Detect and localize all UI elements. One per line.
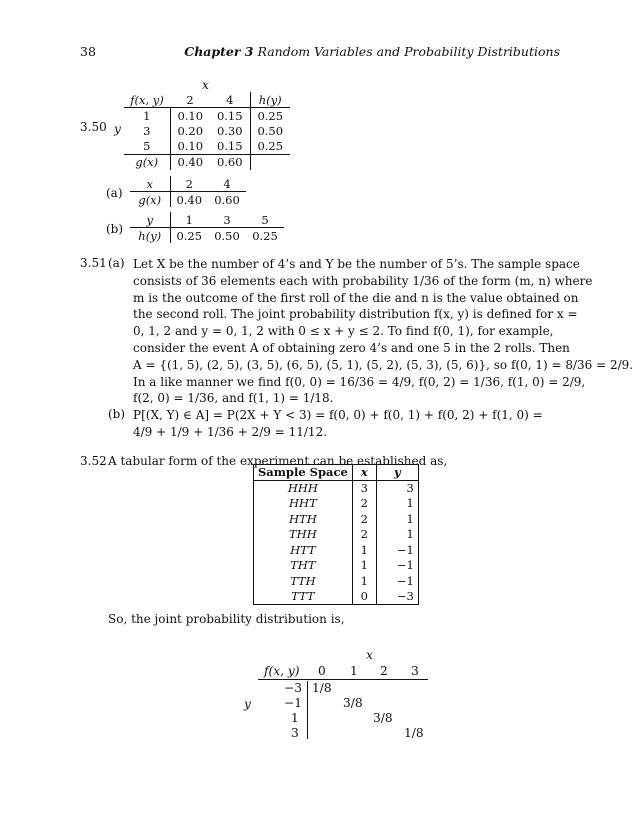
table-cell: 0.60 [214, 192, 240, 207]
marginal-g-table [130, 176, 246, 207]
text-line: 4/9 + 1/9 + 1/36 + 2/9 = 11/12. [133, 424, 328, 439]
outcome-cell: HHT [254, 496, 353, 512]
table-row [254, 527, 419, 543]
marginal-g-row [124, 154, 290, 170]
chapter-title: Random Variables and Probability Distributions [257, 44, 560, 59]
h-header: h(y) [250, 92, 290, 108]
x-header: x [352, 465, 376, 481]
y-cell: −1 [396, 558, 414, 573]
y-value: 3 [124, 123, 170, 139]
text-line: 0, 1, 2 and y = 0, 1, 2 with 0 ≤ x + y ≤ 2. To find f(0, 1), for example, [133, 324, 554, 339]
x-cell: 1 [352, 558, 376, 574]
y-value: 1 [291, 711, 299, 725]
text-line: In a like manner we find f(0, 0) = 16/36 = 4/9, f(0, 2) = 1/36, f(1, 0) = 2/9, [133, 374, 586, 389]
y-cell: 1 [406, 511, 414, 526]
value-header: 2 [185, 176, 193, 191]
value-header: 5 [261, 212, 269, 227]
table-row [254, 496, 419, 512]
x-value-header: 4 [226, 92, 234, 107]
joint-distribution-table-3-50 [124, 92, 290, 170]
table-row [130, 228, 284, 244]
outcome-cell: THH [254, 527, 353, 543]
y-cell: −1 [396, 573, 414, 588]
table-row [124, 139, 290, 155]
variable-header: y [130, 212, 170, 228]
solution-3-51-b [133, 407, 543, 441]
joint-x-label: x [366, 648, 373, 662]
y-header: y [393, 465, 401, 480]
table-row [254, 480, 419, 496]
joint-cell: 1/8 [404, 726, 424, 740]
x-cell: 3 [352, 480, 376, 496]
y-value: 5 [124, 139, 170, 155]
text-line: Let X be the number of 4’s and Y be the number of 5’s. The sample space [133, 257, 580, 271]
value-header: 1 [185, 212, 193, 227]
table-row [254, 558, 419, 574]
outcome-cell: TTT [254, 589, 353, 605]
table-cell: 0.10 [177, 108, 204, 123]
table-row [254, 542, 419, 558]
outcome-cell: THT [254, 558, 353, 574]
joint-y-label: y [244, 697, 251, 711]
function-label: g(x) [130, 192, 170, 208]
text-line: m is the outcome of the first roll of the die and n is the value obtained on [133, 290, 579, 305]
text-line: A = {(1, 5), (2, 5), (3, 5), (6, 5), (5, 1), (5, 2), (5, 3), (5, 6)}, so f(0, 1) = 8/36 = 2/9. [133, 357, 634, 372]
table-header-row [130, 212, 284, 228]
table-row [254, 573, 419, 589]
marginal-h-cell: 0.25 [250, 108, 290, 124]
x-cell: 2 [352, 496, 376, 512]
part-a-label: (a) [108, 256, 125, 270]
y-cell: 1 [406, 527, 414, 542]
table-header-row [124, 92, 290, 108]
text-line: the second roll. The joint probability distribution f(x, y) is defined for x = [133, 307, 578, 322]
outcome-cell: HTH [254, 511, 353, 527]
table-header-row [130, 176, 246, 192]
value-header: 4 [223, 176, 231, 191]
chapter-label: Chapter 3 [184, 44, 254, 59]
page-number: 38 [80, 44, 96, 59]
outro-text: So, the joint probability distribution is, [108, 612, 345, 626]
joint-cell: 1/8 [312, 681, 332, 695]
table-cell: 0.25 [176, 228, 203, 243]
text-line: consists of 36 elements each with probability 1/36 of the form (m, n) where [133, 273, 593, 288]
vertical-rule [307, 681, 308, 739]
empty-cell [250, 154, 290, 170]
text-line: f(2, 0) = 1/36, and f(1, 1) = 1/18. [133, 391, 334, 406]
part-b-label: (b) [106, 222, 124, 236]
outcome-cell: HHH [254, 480, 353, 496]
table-row [124, 108, 290, 124]
table-cell: 0.40 [176, 192, 203, 207]
fxy-header: f(x, y) [130, 92, 164, 107]
marginal-g-cell: 0.40 [177, 155, 204, 169]
marginal-h-cell: 0.50 [250, 123, 290, 139]
y-cell: −3 [396, 589, 414, 603]
table-row [254, 589, 419, 605]
table-row [124, 123, 290, 139]
exercise-number-3-51: 3.51 [80, 256, 107, 270]
table-cell: 0.20 [177, 123, 204, 138]
table-row [130, 192, 246, 208]
joint-cell: 3/8 [343, 696, 363, 710]
running-header [184, 44, 560, 59]
table-cell: 0.50 [214, 228, 240, 243]
x-value-header: 3 [411, 664, 419, 678]
joint-table-x-label: x [202, 78, 209, 92]
part-b-label: (b) [108, 407, 126, 421]
marginal-h-cell: 0.25 [250, 139, 290, 155]
y-value: −1 [284, 696, 302, 710]
y-value: 1 [124, 108, 170, 124]
table-cell: 0.15 [216, 139, 243, 153]
y-value: 3 [291, 726, 299, 740]
x-value-header: 2 [380, 664, 388, 678]
joint-cell: 3/8 [373, 711, 393, 725]
text-line: consider the event A of obtaining zero 4’s and one 5 in the 2 rolls. Then [133, 340, 570, 355]
table-header-row [254, 465, 419, 481]
y-cell: 3 [406, 481, 414, 495]
sample-space-table [253, 464, 419, 605]
joint-fxy-header: f(x, y) [264, 664, 300, 678]
header-rule [258, 679, 428, 680]
value-header: 3 [223, 212, 231, 227]
x-cell: 1 [352, 573, 376, 589]
outcome-cell: HTT [254, 542, 353, 558]
marginal-h-table [130, 212, 284, 243]
x-cell: 2 [352, 527, 376, 543]
intro-text: A tabular form of the experiment can be established as, [108, 454, 448, 468]
x-cell: 1 [352, 542, 376, 558]
part-a-label: (a) [106, 186, 123, 200]
y-cell: 1 [406, 496, 414, 511]
solution-3-51-a [133, 256, 633, 407]
outcome-cell: TTH [254, 573, 353, 589]
table-cell: 0.10 [177, 139, 204, 153]
joint-table-y-label: y [114, 122, 121, 136]
table-cell: 0.25 [252, 228, 278, 243]
text-line: P[(X, Y) ∈ A] = P(2X + Y < 3) = f(0, 0) + f(0, 1) + f(0, 2) + f(1, 0) = [133, 408, 543, 422]
exercise-number-3-52: 3.52 [80, 454, 107, 468]
table-row [254, 511, 419, 527]
function-label: h(y) [130, 228, 170, 244]
table-cell: 0.15 [216, 108, 243, 123]
g-label: g(x) [124, 154, 170, 170]
y-value: −3 [284, 681, 302, 695]
exercise-number-3-50: 3.50 [80, 120, 107, 134]
x-value-header: 0 [318, 664, 326, 678]
table-cell: 0.30 [216, 123, 243, 138]
sample-space-header: Sample Space [254, 465, 353, 481]
marginal-g-cell: 0.60 [216, 155, 243, 169]
x-value-header: 1 [350, 664, 358, 678]
variable-header: x [130, 176, 170, 192]
x-cell: 0 [352, 589, 376, 605]
y-cell: −1 [396, 542, 414, 557]
x-cell: 2 [352, 511, 376, 527]
x-value-header: 2 [186, 92, 194, 107]
